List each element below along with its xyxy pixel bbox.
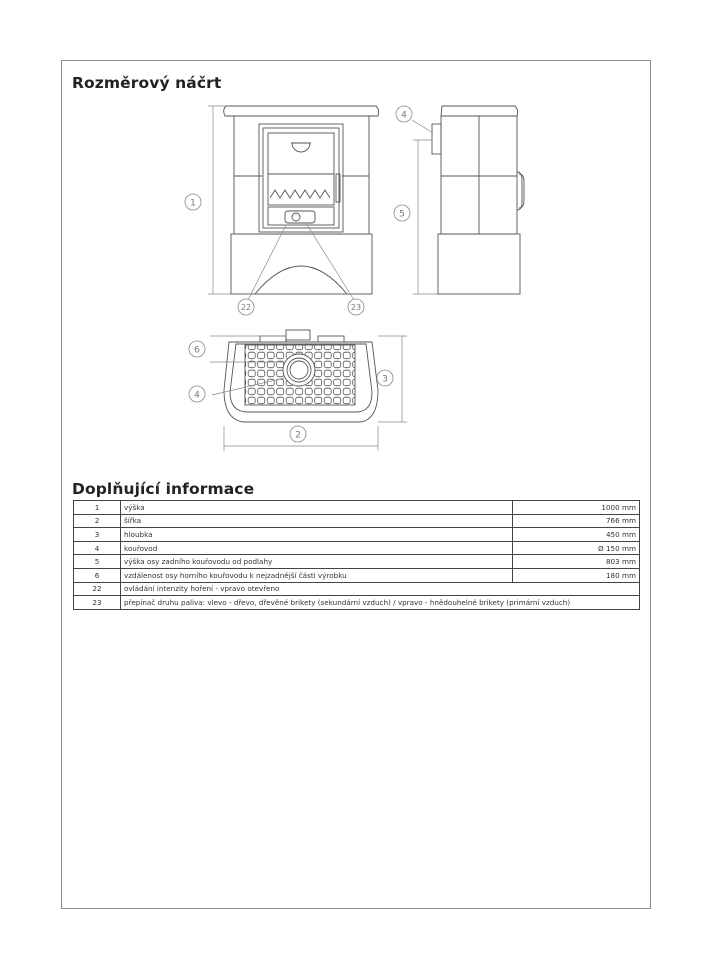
spec-number: 3 — [74, 528, 121, 542]
spec-value: 1000 mm — [513, 501, 640, 515]
spec-description: šířka — [121, 514, 513, 528]
callout-3 — [377, 370, 393, 386]
spec-row — [74, 501, 640, 515]
callout-1-text: 1 — [190, 198, 196, 209]
side-view — [432, 106, 524, 294]
callout-23 — [348, 299, 364, 315]
spec-number: 22 — [74, 582, 121, 596]
callout-6-text: 6 — [194, 345, 200, 356]
callout-3-text: 3 — [382, 374, 388, 385]
spec-description: vzdálenost osy horního kouřovodu k nejzadnější části výrobku — [121, 568, 513, 582]
spec-number: 1 — [74, 501, 121, 515]
sketch-heading: Rozměrový náčrt — [72, 74, 222, 92]
spec-table — [73, 500, 640, 610]
top-view — [224, 330, 378, 422]
spec-number: 5 — [74, 555, 121, 569]
info-heading: Doplňující informace — [72, 480, 255, 498]
spec-description: výška osy zadního kouřovodu od podlahy — [121, 555, 513, 569]
spec-description: výška — [121, 501, 513, 515]
spec-value: 450 mm — [513, 528, 640, 542]
spec-description: ovládání intenzity hoření - vpravo otevřeno — [121, 582, 640, 596]
spec-value: 766 mm — [513, 514, 640, 528]
spec-number: 4 — [74, 541, 121, 555]
callout-4-side — [396, 106, 412, 122]
callout-2 — [290, 426, 306, 442]
dimension-sketch — [0, 0, 713, 480]
spec-row — [74, 514, 640, 528]
callout-22 — [238, 299, 254, 315]
spec-row — [74, 596, 640, 610]
spec-value: 180 mm — [513, 568, 640, 582]
callout-23-text: 23 — [350, 303, 362, 312]
spec-description: přepínač druhu paliva: vlevo - dřevo, dřevěné brikety (sekundární vzduch) / vpravo - hnědouhelné brikety (primární vzduch) — [121, 596, 640, 610]
callout-1 — [185, 194, 201, 210]
spec-number: 2 — [74, 514, 121, 528]
callout-5 — [394, 205, 410, 221]
callout-2-text: 2 — [295, 430, 301, 441]
spec-row — [74, 582, 640, 596]
spec-description: kouřovod — [121, 541, 513, 555]
spec-number: 6 — [74, 568, 121, 582]
spec-row — [74, 568, 640, 582]
spec-value: Ø 150 mm — [513, 541, 640, 555]
callout-4-top-text: 4 — [194, 390, 200, 401]
callout-22-text: 22 — [240, 303, 252, 312]
front-view — [224, 106, 379, 294]
callout-4-top — [189, 386, 205, 402]
spec-row — [74, 555, 640, 569]
spec-row — [74, 528, 640, 542]
callout-4-side-text: 4 — [401, 110, 407, 121]
spec-number: 23 — [74, 596, 121, 610]
spec-row — [74, 541, 640, 555]
callout-6 — [189, 341, 205, 357]
spec-value: 803 mm — [513, 555, 640, 569]
callout-5-text: 5 — [399, 209, 405, 220]
spec-description: hloubka — [121, 528, 513, 542]
